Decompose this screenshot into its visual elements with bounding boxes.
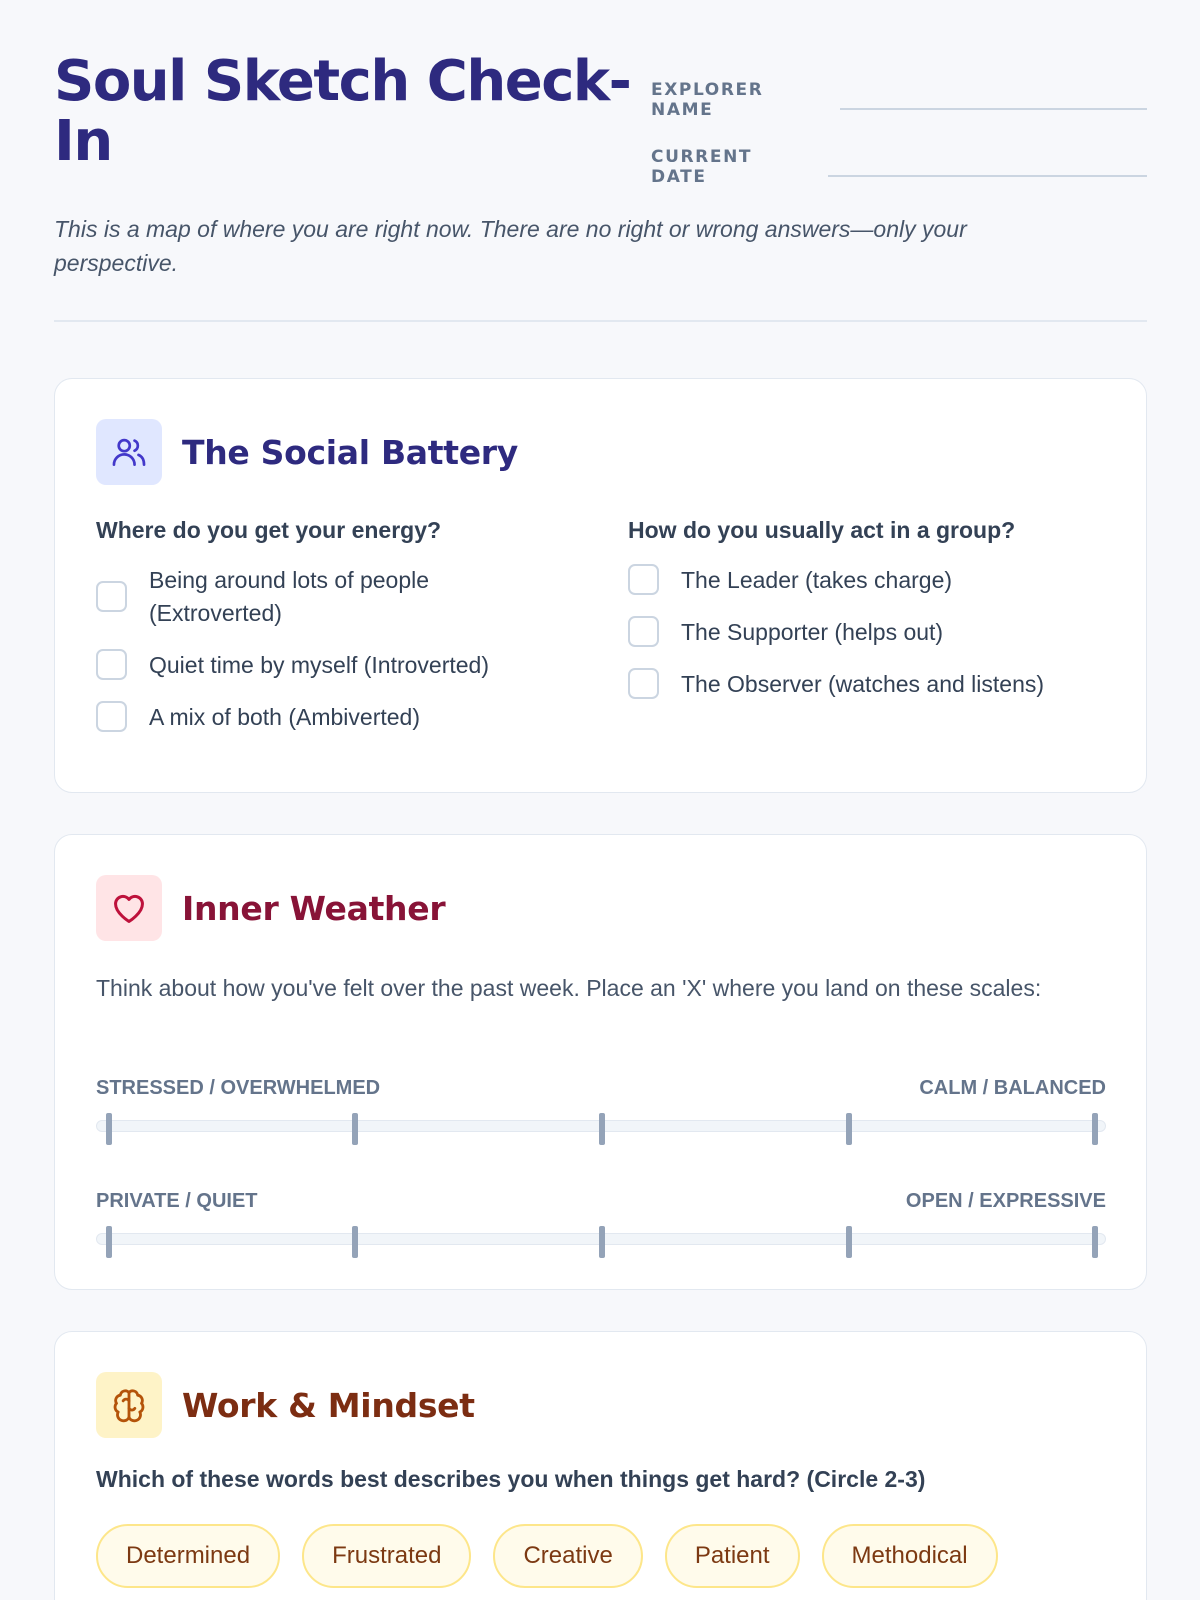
stress-calm-scale [96, 1077, 1106, 1132]
inner-weather-description: Think about how you've felt over the past week. Place an 'X' where you land on these scales: [96, 975, 1042, 1001]
social-battery-title: The Social Battery [182, 432, 518, 472]
scale-track[interactable] [96, 1120, 1106, 1132]
scale-left-label: PRIVATE / QUIET [96, 1190, 258, 1212]
option-label: The Leader (takes charge) [681, 567, 953, 593]
energy-option-introverted[interactable] [96, 649, 576, 682]
page-title: Soul Sketch Check-In [54, 49, 631, 174]
group-option-observer[interactable] [628, 668, 1128, 701]
scale-track[interactable] [96, 1233, 1106, 1245]
scale-right-label: OPEN / EXPRESSIVE [905, 1190, 1106, 1212]
inner-weather-card [54, 834, 1147, 1290]
explorer-name-label: EXPLORER NAME [651, 80, 764, 120]
scale-tick [1092, 1113, 1098, 1145]
inner-weather-header [96, 875, 445, 941]
hard-times-question: Which of these words best describes you when things get hard? (Circle 2-3) [96, 1466, 926, 1492]
word-pill-patient[interactable]: Patient [665, 1524, 800, 1588]
group-option-leader[interactable] [628, 564, 1128, 597]
header-divider [54, 320, 1147, 322]
heart-icon [96, 875, 162, 941]
group-question: How do you usually act in a group? [628, 517, 1016, 543]
checkbox[interactable] [96, 701, 127, 732]
word-pills [96, 1524, 1020, 1588]
group-option-supporter[interactable] [628, 616, 1128, 649]
word-pill-frustrated[interactable]: Frustrated [302, 1524, 471, 1588]
social-battery-header [96, 419, 518, 485]
option-label: Being around lots of people (Extroverted) [149, 567, 430, 626]
inner-weather-title: Inner Weather [182, 888, 446, 928]
brain-icon [96, 1372, 162, 1438]
option-label: Quiet time by myself (Introverted) [149, 652, 489, 678]
intro-text: This is a map of where you are right now. There are no right or wrong answers—only your perspective. [54, 216, 967, 276]
work-mindset-card [54, 1331, 1147, 1600]
social-battery-card [54, 378, 1147, 793]
work-mindset-title: Work & Mindset [182, 1385, 475, 1425]
group-question-group [628, 517, 1128, 701]
energy-option-extroverted[interactable] [96, 564, 576, 630]
current-date-row [651, 147, 1147, 187]
checkbox[interactable] [96, 649, 127, 680]
energy-question: Where do you get your energy? [96, 517, 442, 543]
scale-tick [599, 1113, 605, 1145]
checkbox[interactable] [96, 581, 127, 612]
scale-tick [352, 1113, 358, 1145]
checkbox[interactable] [628, 564, 659, 595]
option-label: The Supporter (helps out) [681, 619, 944, 645]
users-icon [96, 419, 162, 485]
scale-tick [599, 1226, 605, 1258]
current-date-label: CURRENT DATE [651, 147, 753, 187]
scale-tick [106, 1226, 112, 1258]
checkbox[interactable] [628, 616, 659, 647]
word-pill-creative[interactable]: Creative [493, 1524, 642, 1588]
scale-tick [106, 1113, 112, 1145]
private-open-scale [96, 1190, 1106, 1245]
explorer-name-row [651, 80, 1147, 120]
scale-left-label: STRESSED / OVERWHELMED [96, 1077, 381, 1099]
scale-right-label: CALM / BALANCED [919, 1077, 1106, 1099]
scale-tick [352, 1226, 358, 1258]
option-label: A mix of both (Ambiverted) [149, 704, 420, 730]
scale-tick [846, 1226, 852, 1258]
scale-tick [846, 1113, 852, 1145]
energy-question-group [96, 517, 576, 734]
word-pill-determined[interactable]: Determined [96, 1524, 280, 1588]
current-date-field[interactable] [828, 175, 1147, 177]
page-header [54, 0, 1147, 190]
work-mindset-header [96, 1372, 475, 1438]
word-pill-methodical[interactable]: Methodical [822, 1524, 998, 1588]
energy-option-ambiverted[interactable] [96, 701, 576, 734]
option-label: The Observer (watches and listens) [681, 671, 1045, 697]
scale-tick [1092, 1226, 1098, 1258]
explorer-name-field[interactable] [840, 108, 1147, 110]
checkbox[interactable] [628, 668, 659, 699]
